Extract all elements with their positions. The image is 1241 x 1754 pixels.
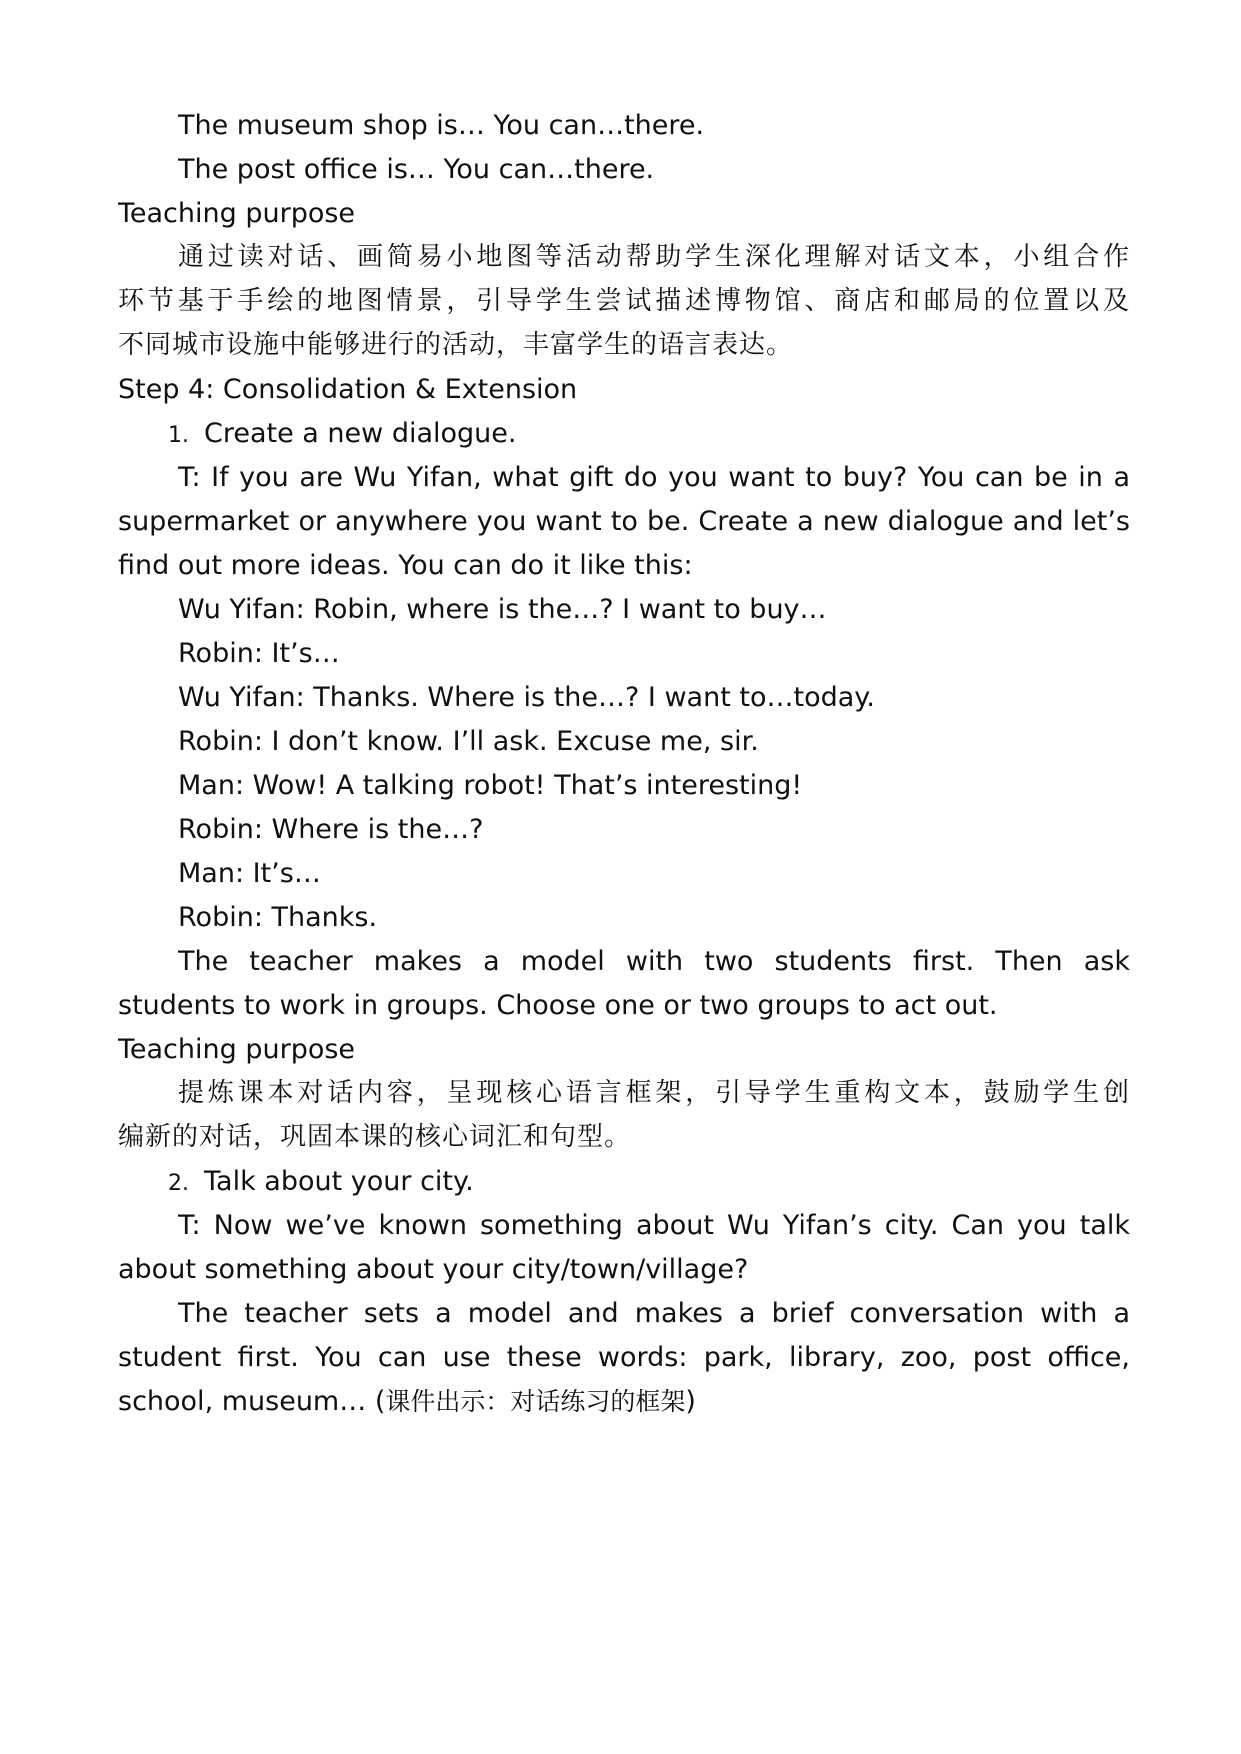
text-line: about something about your city/town/village? [118, 1254, 749, 1285]
dialogue-line: Robin: Where is the…? [178, 814, 484, 845]
section-heading: Teaching purpose [118, 198, 356, 229]
text-line: The teacher makes a model with two students first. Then ask [178, 946, 1130, 977]
chinese-text-line: 通过读对话、画简易小地图等活动帮助学生深化理解对话文本，小组合作 [178, 242, 1130, 272]
text-line: find out more ideas. You can do it like this: [118, 550, 693, 581]
text-line: T: If you are Wu Yifan, what gift do you want to buy? You can be in a [178, 462, 1130, 493]
chinese-text-line: 提炼课本对话内容，呈现核心语言框架，引导学生重构文本，鼓励学生创 [178, 1078, 1130, 1108]
step-heading: Step 4: Consolidation & Extension [118, 374, 578, 405]
text-line: The museum shop is… You can…there. [178, 110, 705, 141]
item-number: 2. [168, 1171, 189, 1196]
courseware-note: 课件出示：对话练习的框架 [385, 1387, 686, 1416]
chinese-text-line: 环节基于手绘的地图情景，引导学生尝试描述博物馆、商店和邮局的位置以及 [118, 286, 1130, 316]
text-line [118, 1377, 1130, 1426]
dialogue-line: Robin: I don’t know. I’ll ask. Excuse me, sir. [178, 726, 759, 757]
dialogue-line: Robin: Thanks. [178, 902, 378, 933]
item-number: 1. [168, 423, 189, 448]
text-segment: school, museum… ( [118, 1386, 386, 1417]
text-line: The teacher sets a model and makes a brief conversation with a [178, 1298, 1130, 1329]
text-line: students to work in groups. Choose one or two groups to act out. [118, 990, 998, 1021]
text-segment: ) [685, 1386, 696, 1417]
dialogue-line: Wu Yifan: Robin, where is the…? I want to buy… [178, 594, 827, 625]
dialogue-line: Man: Wow! A talking robot! That’s interesting! [178, 770, 803, 801]
text-line: The post office is… You can…there. [178, 154, 655, 185]
dialogue-line: Robin: It’s… [178, 638, 340, 669]
text-line: supermarket or anywhere you want to be. Create a new dialogue and let’s [118, 506, 1130, 537]
item-text: Talk about your city. [204, 1166, 474, 1197]
chinese-text-line: 不同城市设施中能够进行的活动，丰富学生的语言表达。 [118, 330, 794, 360]
numbered-item [168, 1157, 1130, 1206]
numbered-item [168, 409, 1130, 458]
section-heading: Teaching purpose [118, 1034, 356, 1065]
item-text: Create a new dialogue. [204, 418, 517, 449]
dialogue-line: Man: It’s… [178, 858, 321, 889]
text-line: student first. You can use these words: park, library, zoo, post office, [118, 1342, 1130, 1373]
chinese-text-line: 编新的对话，巩固本课的核心词汇和句型。 [118, 1122, 632, 1152]
dialogue-line: Wu Yifan: Thanks. Where is the…? I want to…today. [178, 682, 875, 713]
text-line: T: Now we’ve known something about Wu Yifan’s city. Can you talk [178, 1210, 1130, 1241]
